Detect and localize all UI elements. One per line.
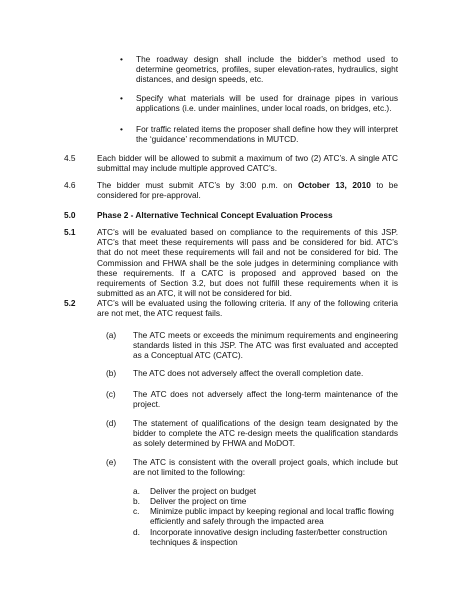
criterion-e bbox=[106, 457, 398, 478]
goal-label: a. bbox=[133, 486, 140, 496]
goal-c bbox=[133, 506, 398, 526]
goal-b bbox=[133, 496, 398, 506]
section-4-6-text-b: to be considered for pre-approval. bbox=[97, 180, 398, 201]
criterion-text: The ATC meets or exceeds the minimum requirements and engineering standards listed in this JSP. The ATC was first evaluated and accepted as a Conceptual ATC (CATC). bbox=[133, 330, 398, 361]
section-number-5-1: 5.1 bbox=[64, 227, 76, 237]
criterion-label: (e) bbox=[106, 457, 117, 467]
deadline-date: October 13, 2010 bbox=[298, 180, 371, 190]
goal-a bbox=[133, 486, 398, 496]
section-5-0-heading: Phase 2 - Alternative Technical Concept Evaluation Process bbox=[97, 210, 333, 220]
goal-text: Deliver the project on budget bbox=[150, 486, 257, 496]
criterion-c bbox=[106, 389, 398, 410]
criterion-label: (a) bbox=[106, 330, 117, 340]
section-number-4-5: 4.5 bbox=[64, 153, 76, 163]
section-number-5-2: 5.2 bbox=[64, 298, 76, 308]
criterion-d bbox=[106, 418, 398, 449]
criterion-text: The ATC is consistent with the overall project goals, which include but are not limited to the following: bbox=[133, 457, 398, 478]
criterion-label: (c) bbox=[106, 389, 116, 399]
bullet-text: Specify what materials will be used for drainage pipes in various applications (i.e. under mainlines, under local roads, on bridges, etc.). bbox=[136, 93, 398, 114]
goal-label: b. bbox=[133, 496, 140, 506]
bullet-roadway-design bbox=[120, 54, 398, 85]
section-4-5-text: Each bidder will be allowed to submit a maximum of two (2) ATC’s. A single ATC submittal may include multiple approved CATC’s. bbox=[97, 153, 398, 174]
goal-d bbox=[133, 527, 398, 547]
goal-text: Minimize public impact by keeping regional and local traffic flowing efficiently and safely through the impacted area bbox=[150, 506, 394, 527]
goal-label: d. bbox=[133, 527, 140, 537]
bullet-dot: • bbox=[120, 124, 123, 134]
goal-text: Deliver the project on time bbox=[150, 496, 247, 506]
criterion-text: The ATC does not adversely affect the overall completion date. bbox=[133, 368, 364, 378]
section-5-1-text: ATC’s will be evaluated based on compliance to the requirements of this JSP. ATC’s that meet these requirements will pass and be considered for bid. ATC’s that do not meet these requirements will fail and not be considered for bid. The Commission and FHWA shall be the sole judges in determining compliance with these requirements. If a CATC is proposed and approved based on the requirements of Section 3.2, but does not fulfill these requirements when it is submitted as an ATC, it will not be considered for bid. bbox=[97, 227, 398, 299]
criterion-b bbox=[106, 368, 398, 378]
section-5-2-text: ATC’s will be evaluated using the following criteria. If any of the following criteria are not met, the ATC request fails. bbox=[97, 298, 398, 319]
bullet-drainage-materials bbox=[120, 93, 398, 113]
bullet-dot: • bbox=[120, 93, 123, 103]
goal-label: c. bbox=[133, 506, 140, 516]
section-4-6-text bbox=[97, 180, 398, 200]
criterion-label: (d) bbox=[106, 418, 117, 428]
section-number-5-0: 5.0 bbox=[64, 210, 76, 220]
bullet-dot: • bbox=[120, 54, 123, 64]
criterion-a bbox=[106, 330, 398, 361]
criterion-text: The ATC does not adversely affect the long-term maintenance of the project. bbox=[133, 389, 398, 410]
bullet-traffic-items bbox=[120, 124, 398, 144]
bullet-text: The roadway design shall include the bidder’s method used to determine geometrics, profiles, super elevation-rates, hydraulics, sight distances, and design speeds, etc. bbox=[136, 54, 398, 85]
section-4-6-text-a: The bidder must submit ATC’s by 3:00 p.m. on bbox=[97, 180, 298, 190]
criterion-text: The statement of qualifications of the design team designated by the bidder to complete the ATC re-design meets the qualification standards as solely determined by FHWA and MoDOT. bbox=[133, 418, 398, 449]
section-number-4-6: 4.6 bbox=[64, 180, 76, 190]
goal-text: Incorporate innovative design including faster/better construction techniques & inspection bbox=[150, 527, 388, 548]
bullet-text: For traffic related items the proposer shall define how they will interpret the ‘guidance’ recommendations in MUTCD. bbox=[136, 124, 398, 145]
criterion-label: (b) bbox=[106, 368, 117, 378]
